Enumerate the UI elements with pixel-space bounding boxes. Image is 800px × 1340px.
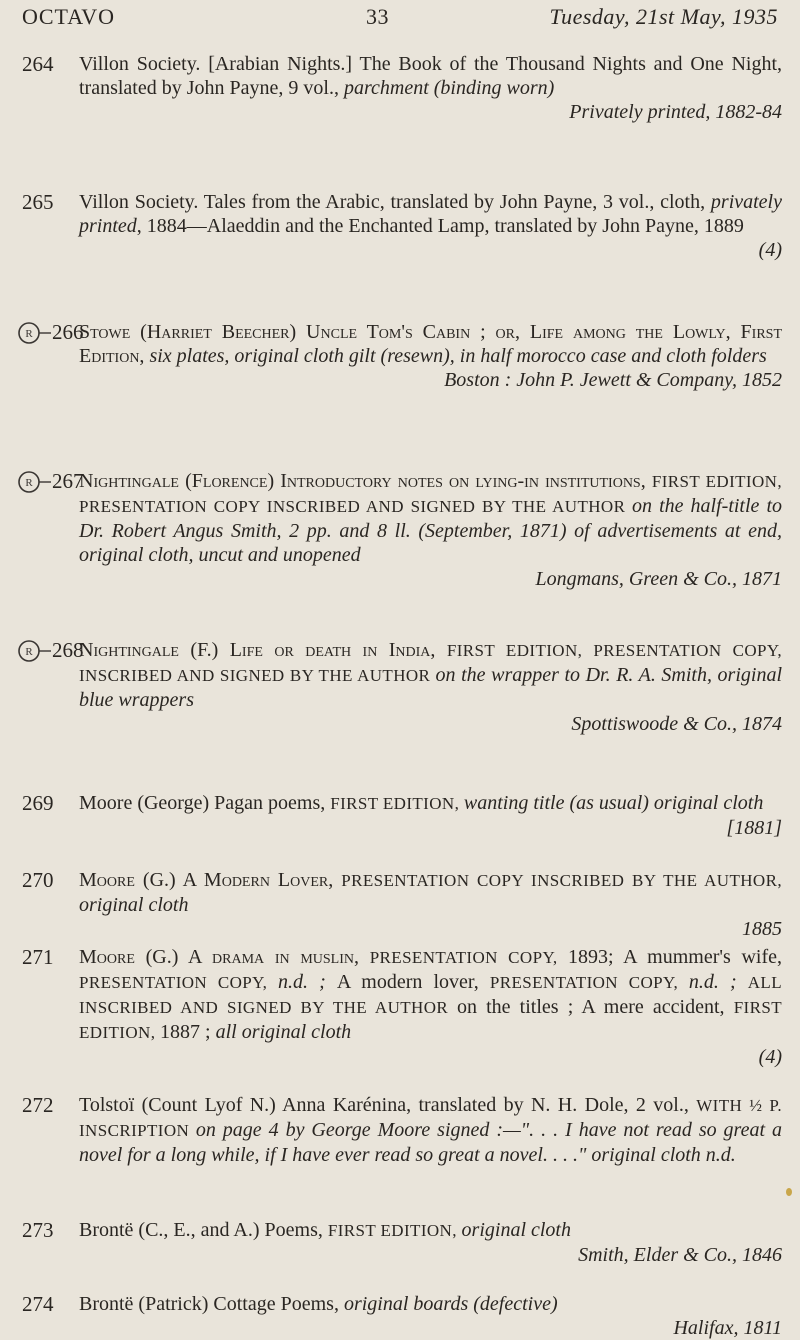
description-segment: Brontë (C., E., and A.) Poems,: [79, 1219, 328, 1241]
lot-description: [79, 469, 782, 591]
lot-description: [79, 791, 782, 840]
description-segment: six plates, original cloth gilt (resewn), in half morocco case and cloth folders: [149, 345, 767, 367]
description-segment: original cloth: [79, 894, 189, 916]
description-segment: FIRST EDITION, PRESENTATION COPY INSCRIBED AND SIGNED BY THE AUTHOR: [79, 472, 782, 516]
description-segment: Moore (G.) A drama in muslin,: [79, 946, 370, 968]
lot-description: [79, 1218, 782, 1267]
format-label: OCTAVO: [22, 4, 116, 29]
description-segment: PRESENTATION COPY,: [489, 973, 689, 992]
lot-number: 271: [22, 945, 54, 969]
lot-imprint: Halifax, 1811: [673, 1317, 782, 1339]
lot-number: 273: [22, 1218, 54, 1242]
description-segment: PRESENTATION COPY INSCRIBED BY THE AUTHOR,: [341, 871, 782, 890]
description-segment: 1893; A mummer's wife,: [567, 946, 782, 968]
sale-date: Tuesday, 21st May, 1935: [549, 4, 778, 29]
lot-number: 269: [22, 791, 54, 815]
description-segment: , 1884—Alaeddin and the Enchanted Lamp, translated by John Payne, 1889: [136, 215, 744, 237]
lot-description: [79, 190, 782, 262]
description-segment: Nightingale (Florence) Introductory notes on lying-in institutions,: [79, 470, 652, 492]
lot-imprint: [1881]: [726, 817, 782, 839]
lot-number: 274: [22, 1292, 54, 1316]
lot-description: [79, 945, 782, 1069]
description-segment: 1887 ;: [160, 1021, 216, 1043]
description-segment: Stowe (Harriet Beecher) Uncle Tom's Cabin ; or, Life among the Lowly, First Edition,: [79, 321, 782, 367]
description-segment: privately printed: [79, 191, 782, 237]
description-segment: n.d. ;: [278, 971, 337, 993]
description-segment: on the half-title to Dr. Robert Angus Smith, 2 pp. and 8 ll. (September, 1871) of advertisements at end, original cloth, uncut and unopened: [79, 495, 783, 566]
description-segment: all original cloth: [215, 1021, 352, 1043]
lot-number: 267: [52, 469, 84, 493]
lot-number: 272: [22, 1093, 54, 1117]
description-segment: FIRST EDITION,: [79, 998, 782, 1042]
description-segment: Tolstoï (Count Lyof N.) Anna Karénina, translated by N. H. Dole, 2 vol.,: [79, 1094, 697, 1116]
description-segment: Nightingale (F.) Life or death in India,: [79, 639, 447, 661]
lot-number: 265: [22, 190, 54, 214]
page-number: 33: [366, 4, 389, 29]
lot-description: [79, 868, 782, 941]
lot-description: [79, 638, 782, 736]
lot-imprint: Spottiswoode & Co., 1874: [571, 713, 782, 735]
description-segment: Moore (G.) A Modern Lover,: [79, 869, 342, 891]
lot-imprint: (4): [758, 1046, 782, 1068]
description-segment: PRESENTATION COPY,: [369, 948, 568, 967]
description-segment: A modern lover,: [336, 971, 490, 993]
page-header: [22, 4, 778, 34]
description-segment: on the wrapper to Dr. R. A. Smith, original blue wrappers: [79, 664, 782, 711]
lot-imprint: Privately printed, 1882-84: [569, 101, 782, 123]
description-segment: PRESENTATION COPY,: [79, 973, 278, 992]
description-segment: Villon Society. [Arabian Nights.] The Book of the Thousand Nights and One Night, translated by John Payne, 9 vol.,: [79, 53, 782, 99]
description-segment: FIRST EDITION,: [330, 794, 464, 813]
lot-description: [79, 1093, 782, 1167]
description-segment: Brontë (Patrick) Cottage Poems,: [79, 1293, 344, 1315]
lot-description: [79, 1292, 782, 1340]
lot-number: 266: [52, 320, 84, 344]
lot-imprint: Longmans, Green & Co., 1871: [535, 568, 782, 590]
description-segment: on page 4 by George Moore signed :—". . . I have not read so great a novel for a long while, if I have ever read so great a novel. . . ." original cloth n.d.: [79, 1119, 782, 1166]
svg-text:R: R: [25, 328, 33, 340]
lot-imprint: Boston : John P. Jewett & Company, 1852: [444, 369, 782, 391]
description-segment: original cloth: [461, 1219, 571, 1241]
description-segment: Villon Society. Tales from the Arabic, translated by John Payne, 3 vol., cloth,: [79, 191, 711, 213]
description-segment: Moore (George) Pagan poems,: [79, 792, 331, 814]
description-segment: FIRST EDITION,: [327, 1221, 462, 1240]
description-segment: original boards (defective): [343, 1293, 558, 1315]
lot-number: 270: [22, 868, 54, 892]
lot-imprint: (4): [758, 239, 782, 261]
description-segment: FIRST EDITION, PRESENTATION COPY, INSCRIBED AND SIGNED BY THE AUTHOR: [79, 641, 782, 685]
lot-imprint: Smith, Elder & Co., 1846: [578, 1244, 782, 1266]
description-segment: parchment (binding worn): [343, 77, 555, 99]
svg-text:R: R: [25, 646, 33, 658]
lot-number: 264: [22, 52, 54, 76]
description-segment: on the titles ; A mere accident,: [456, 996, 734, 1018]
margin-stain: [786, 1188, 792, 1196]
description-segment: ALL INSCRIBED AND SIGNED BY THE AUTHOR: [79, 973, 782, 1017]
lot-number: 268: [52, 638, 84, 662]
svg-text:R: R: [25, 477, 33, 489]
description-segment: WITH ½ P. INSCRIPTION: [79, 1096, 782, 1140]
description-segment: wanting title (as usual) original cloth: [463, 792, 764, 814]
description-segment: n.d. ;: [688, 971, 748, 993]
lot-description: [79, 52, 782, 124]
lot-description: [79, 320, 782, 392]
lot-imprint: 1885: [742, 918, 782, 940]
